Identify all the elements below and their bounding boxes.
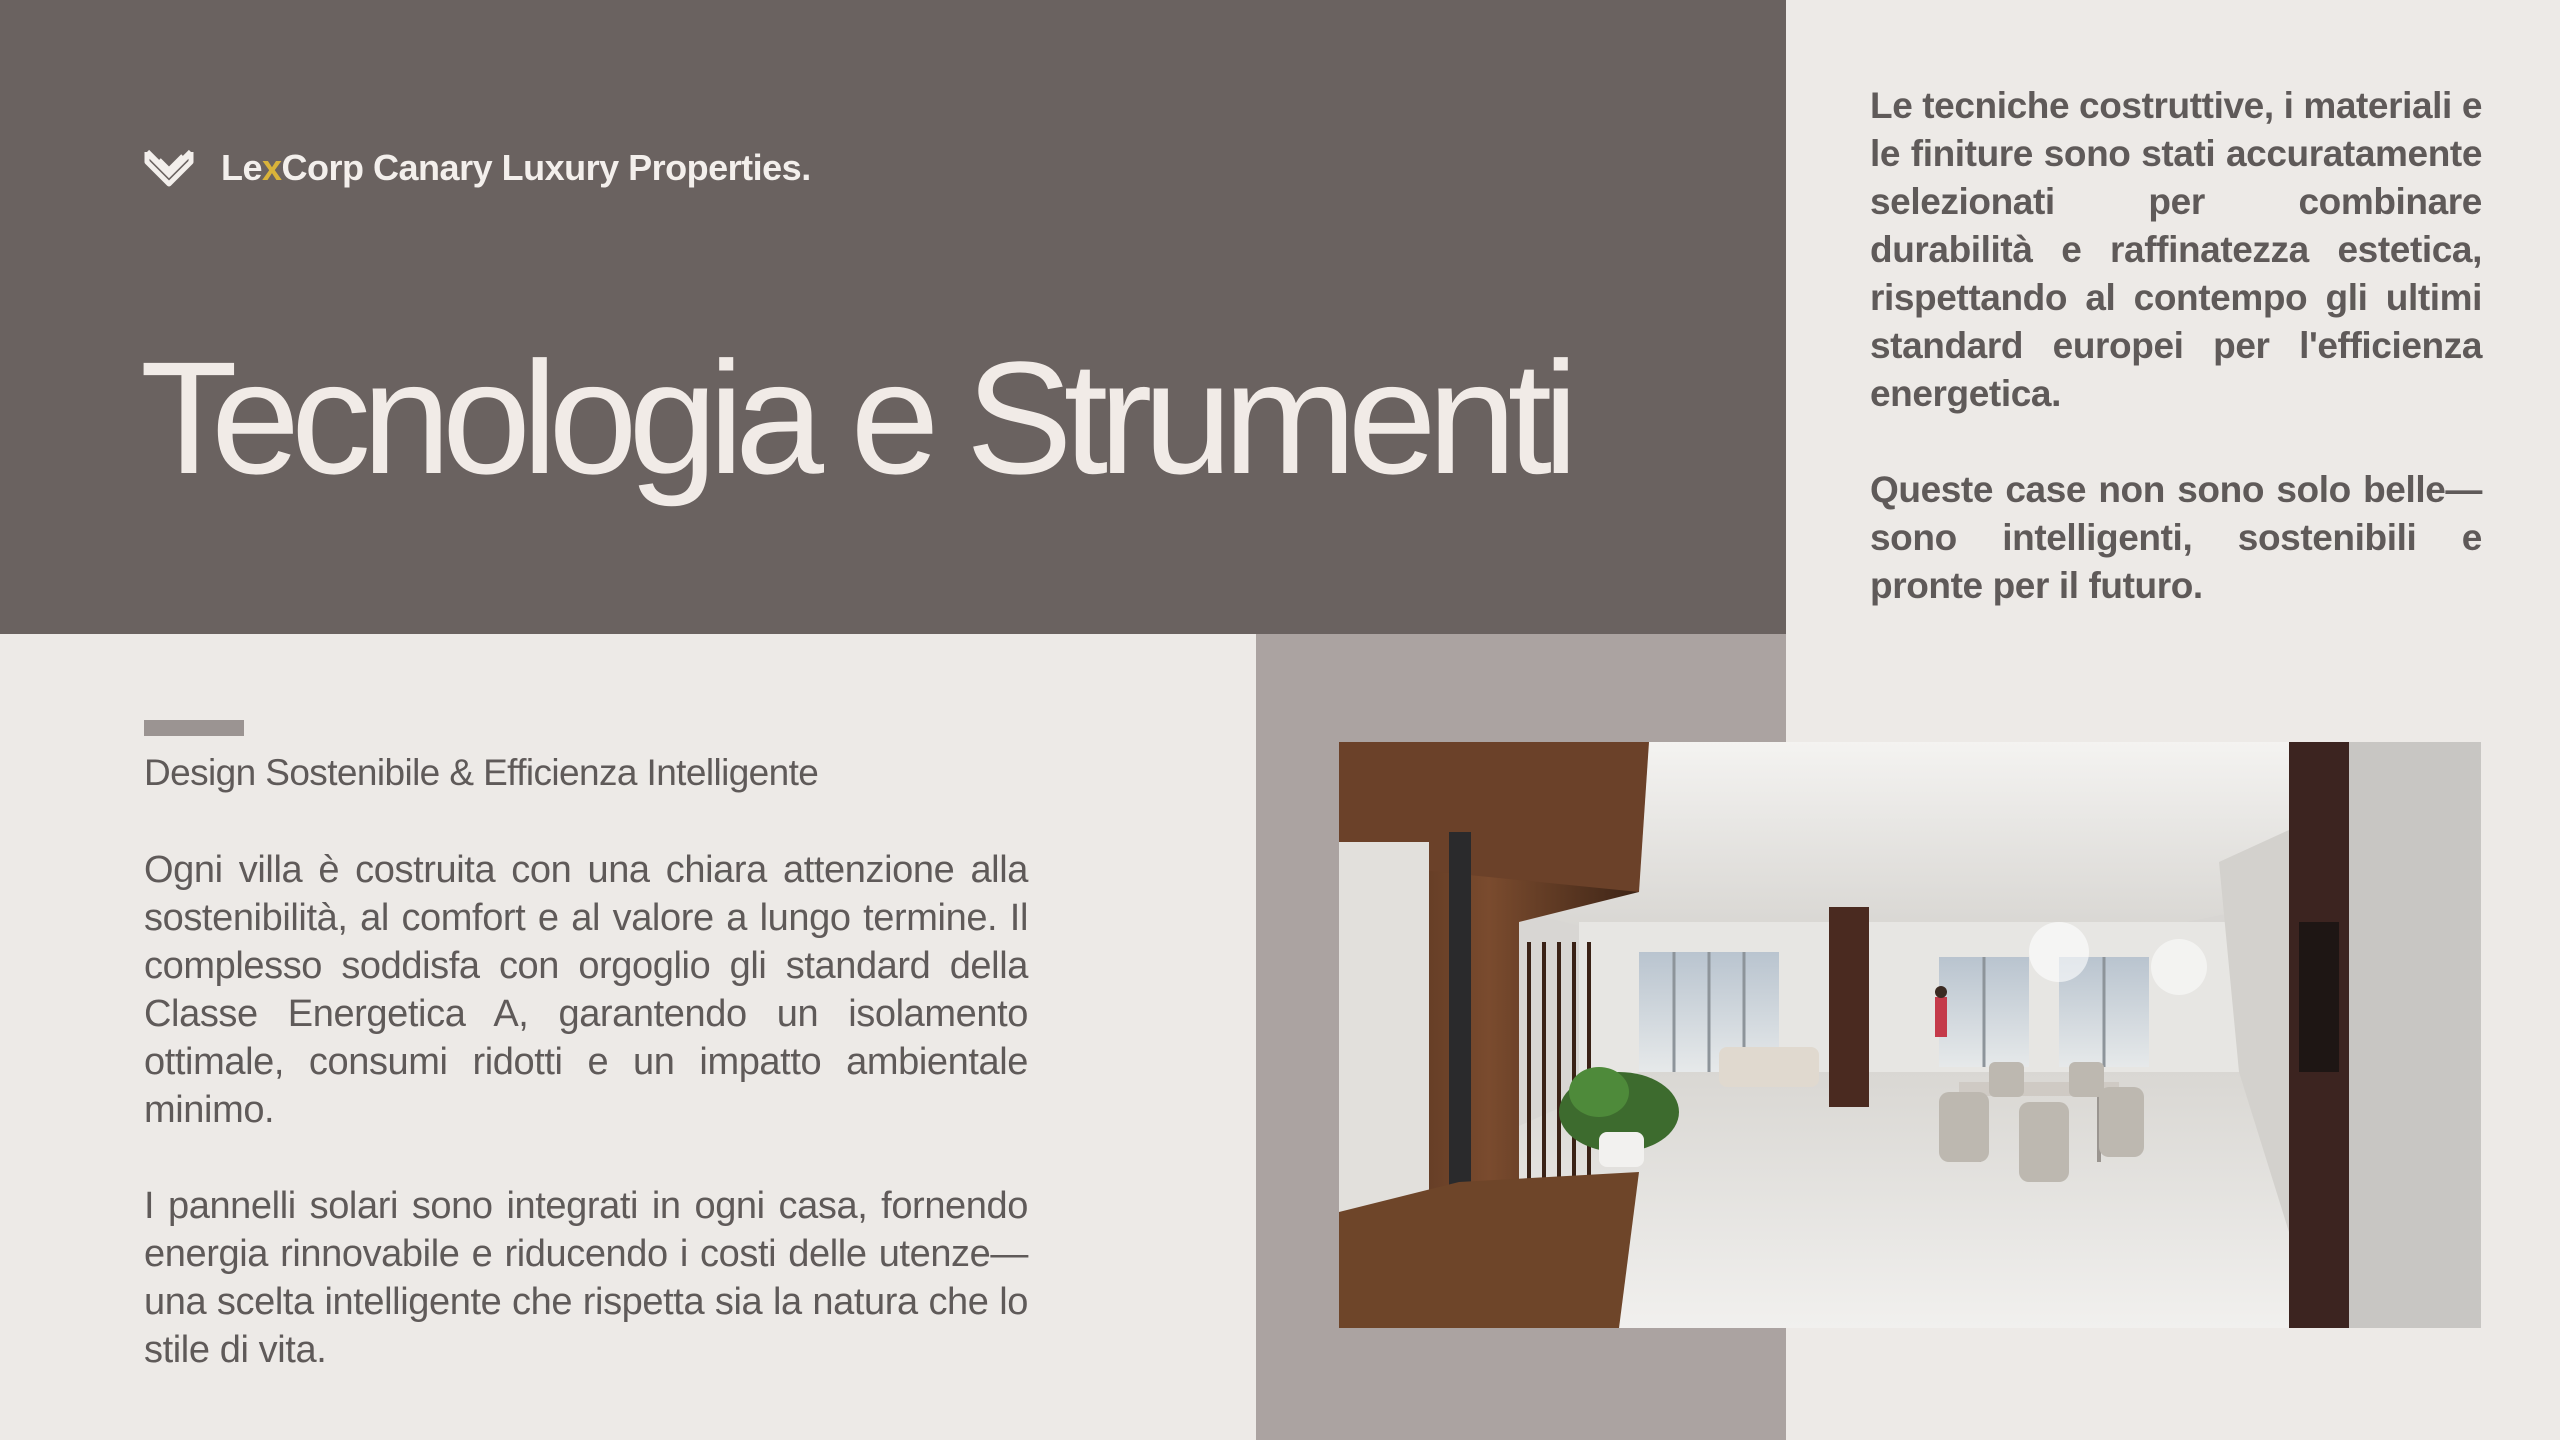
heart-check-logo-icon [143,146,195,190]
section-subheading: Design Sostenibile & Efficienza Intelligente [144,752,819,793]
sidebar-body [1870,82,2482,610]
section-paragraph-1: Ogni villa è costruita con una chiara attenzione alla sostenibilità, al comfort e al valore a lungo termine. Il complesso soddisfa con orgoglio gli standard della Classe Energetica A, garantendo un isolamento ottimale, consumi ridotti e un impatto ambientale minimo. [144,849,1028,1131]
brand-header [143,140,811,196]
interior-render-image [1339,742,2481,1328]
section-paragraph-2: I pannelli solari sono integrati in ogni casa, fornendo energia rinnovabile e riducendo i costi delle utenze—una scelta intelligente che rispetta sia la natura che lo stile di vita. [144,1185,1028,1371]
brand-name: LexCorp Canary Luxury Properties. [221,147,811,188]
sidebar-paragraph-1: Le tecniche costruttive, i materiali e le finiture sono stati accuratamente selezionati per combinare durabilità e raffinatezza estetica, rispettando al contempo gli ultimi standard europei per l'efficienza energetica. [1870,85,2482,414]
page-title: Tecnologia e Strumenti [140,328,1570,507]
hero-panel [0,0,1786,634]
section-body [144,846,1028,1374]
accent-divider [144,720,244,736]
sidebar-paragraph-2: Queste case non sono solo belle—sono intelligenti, sostenibili e pronte per il futuro. [1870,469,2482,606]
